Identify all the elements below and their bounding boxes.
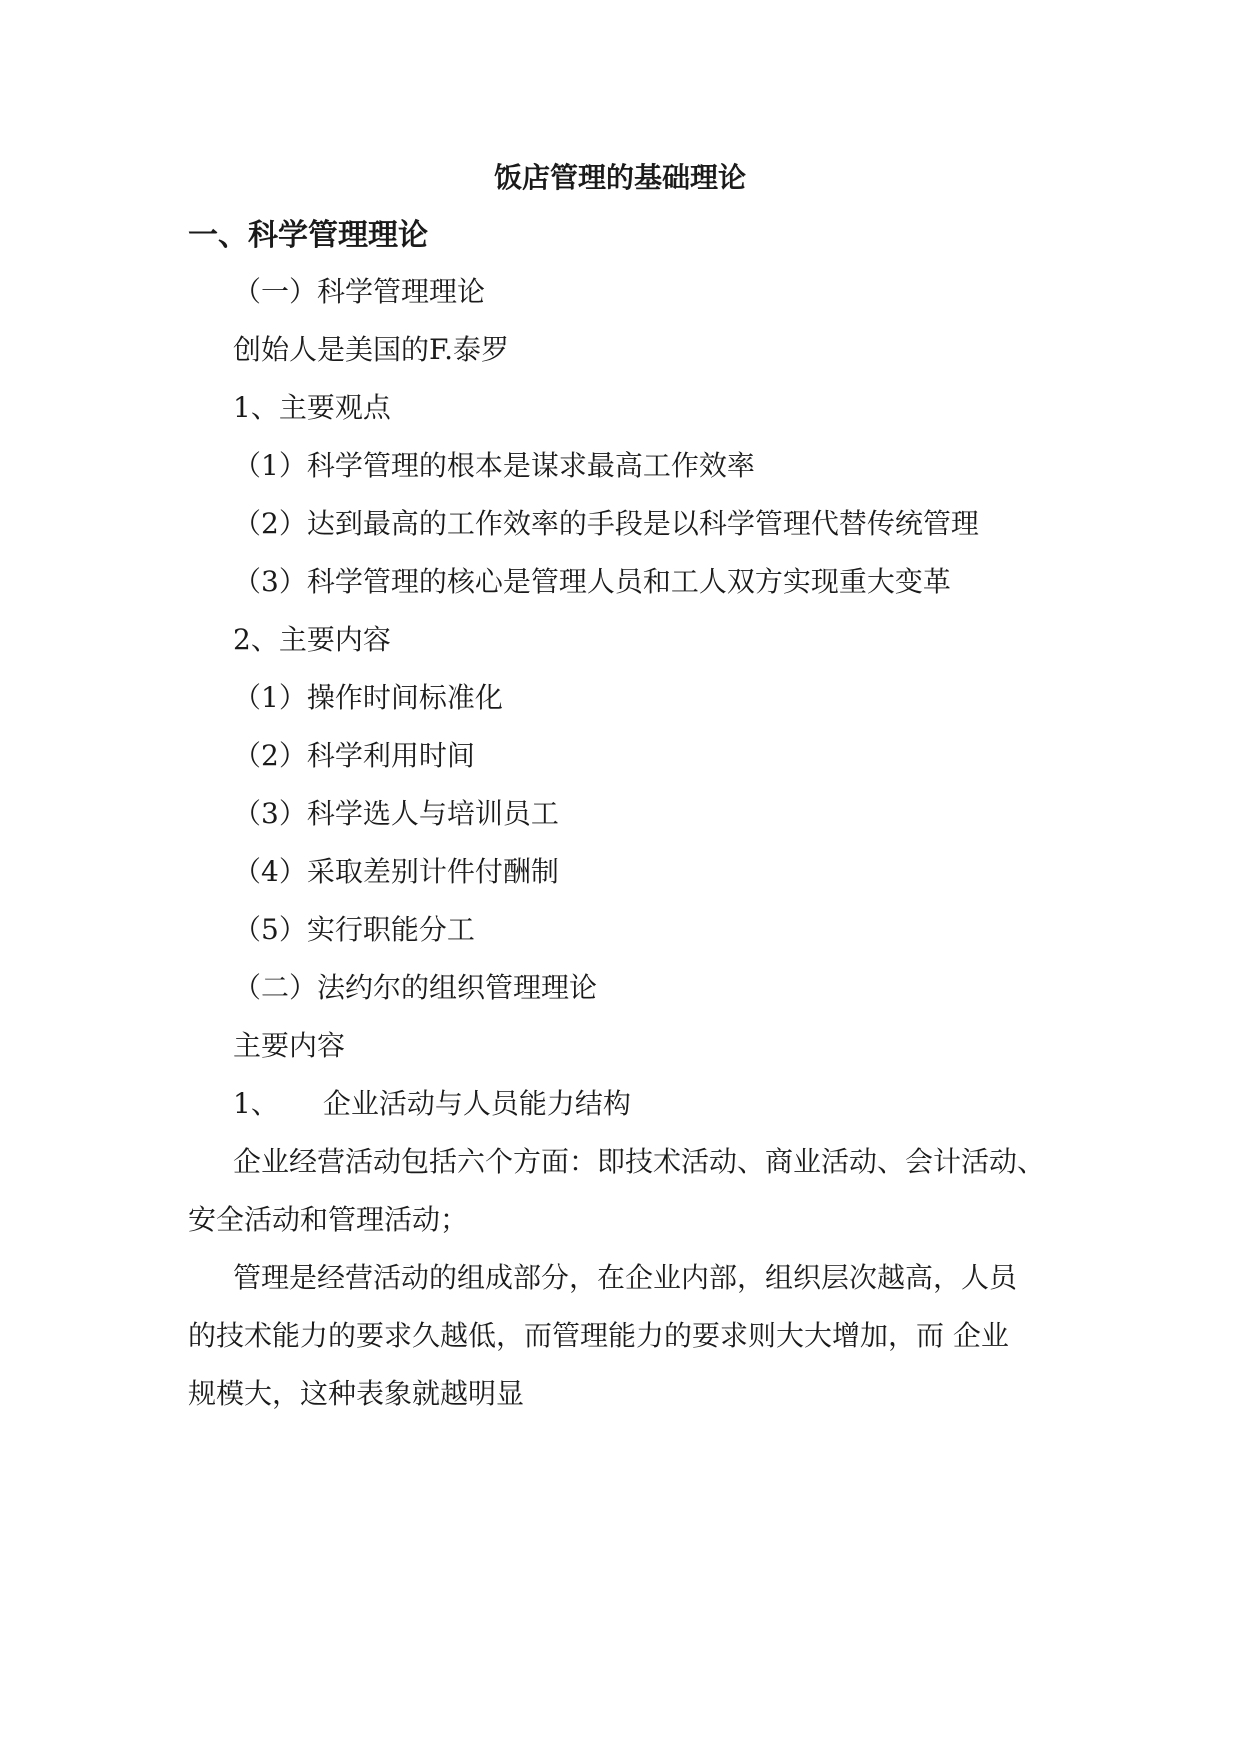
list-item: （5）实行职能分工 (233, 913, 475, 946)
point-2-heading: 2、主要内容 (233, 623, 391, 656)
list-item: （3）科学管理的核心是管理人员和工人双方实现重大变革 (233, 565, 951, 598)
point-1-heading: 1、主要观点 (233, 391, 391, 424)
paragraph-2-line-1: 管理是经营活动的组成部分，在企业内部，组织层次越高，人员 (233, 1261, 1018, 1294)
list-item: （4）采取差别计件付酬制 (233, 855, 559, 888)
document-title: 饭店管理的基础理论 (493, 161, 746, 194)
item-number: 1、 (233, 1087, 279, 1120)
list-item: （2）达到最高的工作效率的手段是以科学管理代替传统管理 (233, 507, 979, 540)
list-item: （2）科学利用时间 (233, 739, 475, 772)
list-item: （3）科学选人与培训员工 (233, 797, 559, 830)
paragraph-1-line-2: 安全活动和管理活动； (188, 1203, 469, 1236)
main-content-label: 主要内容 (233, 1029, 346, 1062)
list-item: （1）科学管理的根本是谋求最高工作效率 (233, 449, 755, 482)
paragraph-1-line-1: 企业经营活动包括六个方面：即技术活动、商业活动、会计活动、 (233, 1145, 1046, 1178)
paragraph-2-line-3: 规模大，这种表象就越明显 (188, 1377, 525, 1410)
paragraph-2-line-2: 的技术能力的要求久越低，而管理能力的要求则大大增加，而 企业 (188, 1319, 1009, 1352)
founder-text: 创始人是美国的F.泰罗 (233, 333, 509, 366)
list-item: （1）操作时间标准化 (233, 681, 503, 714)
item-text: 企业活动与人员能力结构 (322, 1087, 631, 1120)
subsection-heading-2: （二）法约尔的组织管理理论 (233, 971, 598, 1004)
section-heading-1: 一、科学管理理论 (188, 218, 428, 253)
numbered-item-1 (233, 1086, 631, 1122)
subsection-heading-1: （一）科学管理理论 (233, 275, 486, 308)
